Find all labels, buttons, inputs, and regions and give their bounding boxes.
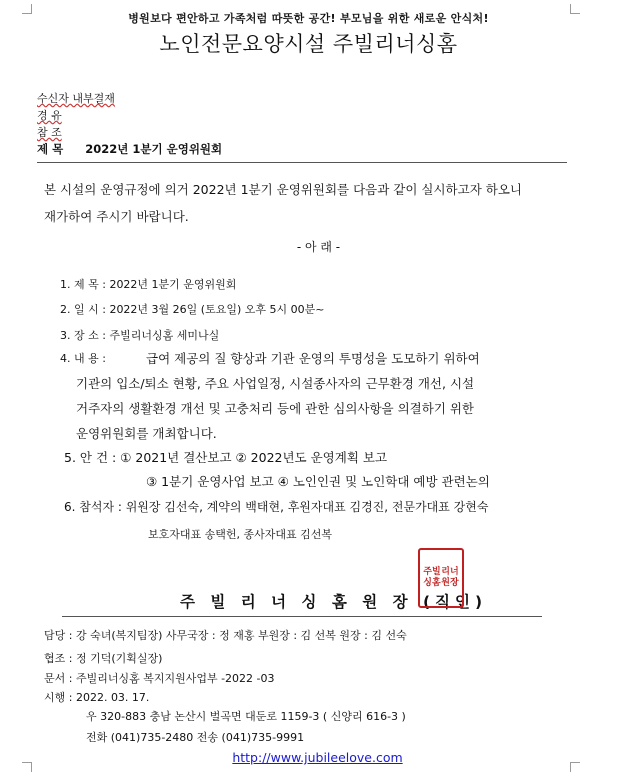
body-line-2: 재가하여 주시기 바랍니다.: [44, 209, 189, 224]
reference-line: 참 조: [37, 126, 62, 139]
official-seal: 주빌 리너 싱홈 원장: [418, 548, 464, 608]
subject-label: 제 목: [37, 142, 64, 156]
item-4-line-3: 거주자의 생활환경 개선 및 고충처리 등에 관한 심의사항을 의결하기 위한: [76, 401, 475, 416]
cooperation-line: 협조 : 정 기덕(기획실장): [44, 652, 163, 665]
item-5-line-1: 5. 안 건 : ① 2021년 결산보고 ② 2022년도 운영계획 보고: [64, 450, 388, 465]
item-5-line-2: ③ 1분기 운영사업 보고 ④ 노인인권 및 노인학대 예방 관련논의: [146, 474, 490, 489]
center-label: - 아 래 -: [296, 240, 341, 254]
enforced-date-line: 시행 : 2022. 03. 17.: [44, 691, 150, 704]
item-4-line-4: 운영위원회를 개최합니다.: [76, 426, 217, 441]
phone-line: 전화 (041)735-2480 전송 (041)735-9991: [86, 731, 305, 744]
address-line: 우 320-883 충남 논산시 벌곡면 대둔로 1159-3 ( 신양리 616-3 ): [86, 710, 406, 723]
signature-name: 주 빌 리 너 싱 홈 원 장 (직인): [180, 593, 488, 611]
subject-value: 2022년 1분기 운영위원회: [85, 142, 223, 156]
item-6-line-1: 6. 참석자 : 위원장 김선숙, 계약의 백태현, 후원자대표 김경진, 전문가대표 강현숙: [64, 500, 489, 514]
via-line: 경 유: [37, 109, 62, 122]
document-number-line: 문서 : 주빌리너싱홈 복지지원사업부 -2022 -03: [44, 672, 275, 685]
organization-title: 노인전문요양시설 주빌리너싱홈: [159, 32, 458, 56]
item-4-line-1: 급여 제공의 질 향상과 기관 운영의 투명성을 도모하기 위하여: [146, 351, 480, 366]
divider-bottom: [62, 616, 542, 617]
recipient-line: 수신자 내부결재: [37, 92, 115, 105]
item-1: 1. 제 목 : 2022년 1분기 운영위원회: [60, 278, 237, 291]
item-2: 2. 일 시 : 2022년 3월 26일 (토요일) 오후 5시 00분~: [60, 303, 325, 316]
item-4-line-2: 기관의 입소/퇴소 현황, 주요 사업일정, 시설종사자의 근무환경 개선, 시설: [76, 376, 475, 391]
item-4-lead: 4. 내 용 :: [60, 352, 106, 365]
item-3: 3. 장 소 : 주빌리너싱홈 세미나실: [60, 329, 220, 342]
body-line-1: 본 시설의 운영규정에 의거 2022년 1분기 운영위원회를 다음과 같이 실시하고자 하오니: [44, 182, 522, 197]
item-6-line-2: 보호자대표 송택헌, 종사자대표 김선복: [148, 528, 333, 541]
staff-line: 담당 : 강 숙녀(복지팀장) 사무국장 : 정 재홍 부원장 : 김 선복 원장 : 김 선숙: [44, 629, 407, 642]
website-link[interactable]: http://www.jubileelove.com: [232, 750, 403, 765]
divider-top: [37, 162, 567, 163]
subject-line: [37, 141, 222, 157]
slogan: 병원보다 편안하고 가족처럼 따뜻한 공간! 부모님을 위한 새로운 안식처!: [128, 12, 489, 25]
